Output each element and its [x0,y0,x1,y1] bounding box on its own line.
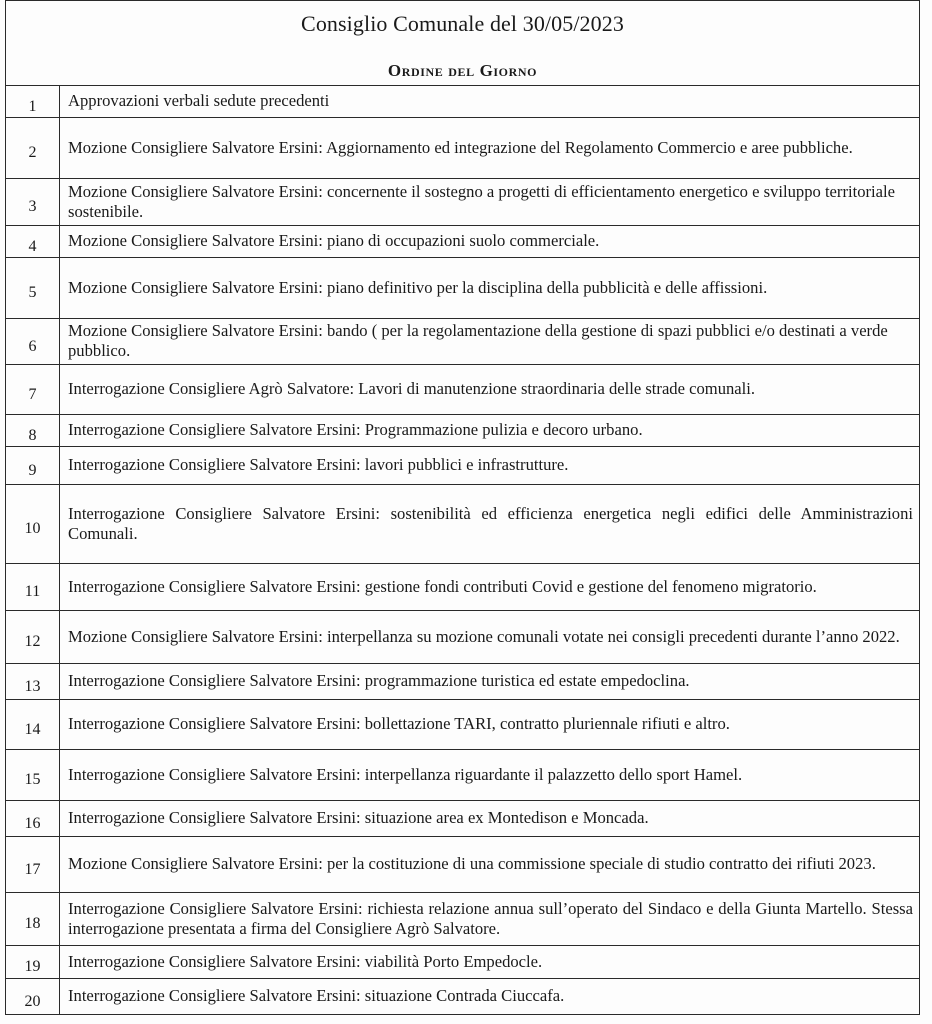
agenda-row [6,118,920,179]
item-number: 8 [6,415,60,447]
item-number: 1 [6,86,60,118]
item-number: 6 [6,319,60,365]
agenda-row [6,319,920,365]
document-subtitle: Ordine del Giorno [387,60,538,80]
item-text: Interrogazione Consigliere Salvatore Ersini: gestione fondi contributi Covid e gestione del fenomeno migratorio. [60,564,920,611]
agenda-row [6,365,920,415]
item-text: Mozione Consigliere Salvatore Ersini: piano di occupazioni suolo commerciale. [60,226,920,258]
item-text: Mozione Consigliere Salvatore Ersini: concernente il sostegno a progetti di efficientamento energetico e sviluppo territoriale sostenibile. [60,179,920,226]
item-text: Interrogazione Consigliere Agrò Salvatore: Lavori di manutenzione straordinaria delle strade comunali. [60,365,920,415]
item-number: 11 [6,564,60,611]
item-number: 10 [6,485,60,564]
item-number: 18 [6,893,60,946]
item-text: Interrogazione Consigliere Salvatore Ersini: situazione area ex Montedison e Moncada. [60,801,920,837]
item-text: Interrogazione Consigliere Salvatore Ersini: programmazione turistica ed estate empedoclina. [60,664,920,700]
item-text: Mozione Consigliere Salvatore Ersini: interpellanza su mozione comunali votate nei consigli precedenti durante l’anno 2022. [60,611,920,664]
agenda-row [6,664,920,700]
agenda-row [6,415,920,447]
agenda-row [6,564,920,611]
item-text: Interrogazione Consigliere Salvatore Ersini: interpellanza riguardante il palazzetto dello sport Hamel. [60,750,920,801]
item-number: 14 [6,700,60,750]
agenda-row [6,611,920,664]
item-number: 13 [6,664,60,700]
agenda-row [6,837,920,893]
agenda-row [6,801,920,837]
item-number: 9 [6,447,60,485]
agenda-row [6,485,920,564]
item-text: Interrogazione Consigliere Salvatore Ersini: sostenibilità ed efficienza energetica negli edifici delle Amministrazioni Comunali. [60,485,920,564]
item-text: Mozione Consigliere Salvatore Ersini: Aggiornamento ed integrazione del Regolamento Commercio e aree pubbliche. [60,118,920,179]
title-cell [6,1,920,86]
agenda-table [5,0,920,1015]
item-number: 2 [6,118,60,179]
agenda-row [6,979,920,1015]
item-text: Interrogazione Consigliere Salvatore Ersini: richiesta relazione annua sull’operato del Sindaco e della Giunta Martello. Stessa interrogazione presentata a firma del Consigliere Agrò Salvatore. [60,893,920,946]
agenda-row [6,226,920,258]
item-number: 5 [6,258,60,319]
item-number: 4 [6,226,60,258]
item-text: Interrogazione Consigliere Salvatore Ersini: lavori pubblici e infrastrutture. [60,447,920,485]
item-number: 19 [6,946,60,979]
agenda-row [6,258,920,319]
item-number: 15 [6,750,60,801]
item-number: 20 [6,979,60,1015]
item-text: Interrogazione Consigliere Salvatore Ersini: viabilità Porto Empedocle. [60,946,920,979]
item-number: 17 [6,837,60,893]
document-title: Consiglio Comunale del 30/05/2023 [301,10,624,36]
item-text: Interrogazione Consigliere Salvatore Ersini: Programmazione pulizia e decoro urbano. [60,415,920,447]
agenda-row [6,750,920,801]
item-number: 3 [6,179,60,226]
item-text: Interrogazione Consigliere Salvatore Ersini: bollettazione TARI, contratto pluriennale rifiuti e altro. [60,700,920,750]
item-text: Interrogazione Consigliere Salvatore Ersini: situazione Contrada Ciuccafa. [60,979,920,1015]
agenda-row [6,946,920,979]
agenda-row [6,700,920,750]
agenda-row [6,893,920,946]
item-text: Mozione Consigliere Salvatore Ersini: per la costituzione di una commissione speciale di studio contratto dei rifiuti 2023. [60,837,920,893]
item-number: 12 [6,611,60,664]
item-text: Mozione Consigliere Salvatore Ersini: bando ( per la regolamentazione della gestione di spazi pubblici e/o destinati a verde pubblico. [60,319,920,365]
title-row [6,1,920,86]
item-number: 16 [6,801,60,837]
agenda-row [6,447,920,485]
agenda-row [6,179,920,226]
item-text: Mozione Consigliere Salvatore Ersini: piano definitivo per la disciplina della pubblicità e delle affissioni. [60,258,920,319]
item-number: 7 [6,365,60,415]
agenda-row [6,86,920,118]
item-text: Approvazioni verbali sedute precedenti [60,86,920,118]
